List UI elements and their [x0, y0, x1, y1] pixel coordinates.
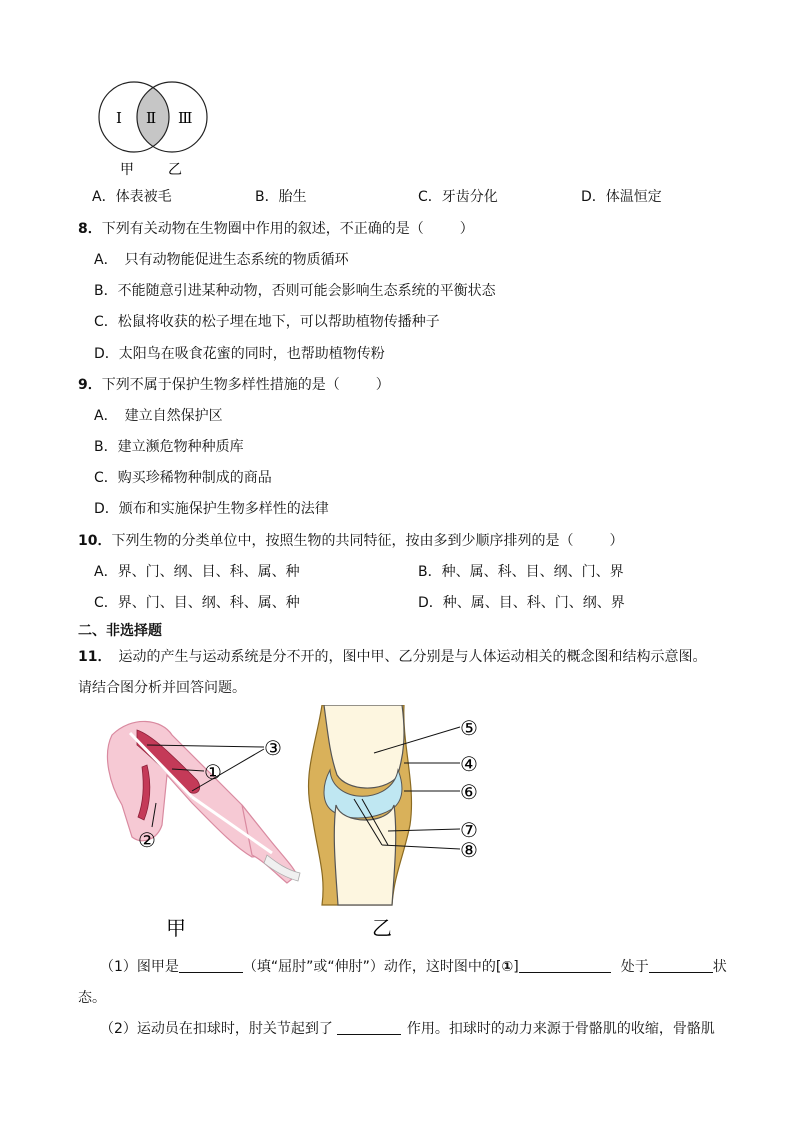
venn-caption-jia: 甲 [120, 162, 134, 178]
marker-6: ⑥ [460, 780, 478, 804]
q7-option-c: C．牙齿分化 [418, 189, 498, 205]
q11-sub1-text-c: ] [513, 959, 519, 975]
figure-jia-arm [107, 721, 300, 883]
marker-3: ③ [264, 736, 282, 760]
q11-sub1-blank-3[interactable] [649, 972, 713, 973]
q11-sub2-line1 [100, 1018, 715, 1038]
q11-stem-text: 运动的产生与运动系统是分不开的，图中甲、乙分别是与人体运动相关的概念图和结构示意图。 [104, 649, 707, 665]
marker-7: ⑦ [460, 818, 478, 842]
q11-sub2-blank-1[interactable] [337, 1034, 401, 1035]
q8-close-paren: ） [459, 221, 474, 237]
q11-sub1-blank-1[interactable] [179, 972, 243, 973]
marker-5: ⑤ [460, 716, 478, 740]
venn-label-3: Ⅲ [178, 109, 193, 127]
q8-option-b: B．不能随意引进某种动物，否则可能会影响生态系统的平衡状态 [94, 283, 496, 299]
q10-option-a: A．界、门、纲、目、科、属、种 [94, 564, 300, 580]
q10-option-c: C．界、门、目、纲、科、属、种 [94, 595, 300, 611]
q10-option-d: D．种、属、目、科、门、纲、界 [418, 595, 625, 611]
q11-sub1-marker: ① [501, 959, 514, 975]
q11-stem-line1 [78, 646, 706, 666]
q9-stem [78, 374, 390, 394]
q10-close-paren: ） [609, 533, 624, 549]
q11-sub1-text-d: 处于 [620, 959, 649, 975]
section-heading: 二、非选择题 [78, 623, 162, 639]
figure-yi-joint [309, 705, 478, 905]
figure-label-jia: 甲 [166, 916, 186, 940]
q8-number: 8． [78, 221, 102, 237]
q11-number: 11． [78, 649, 105, 665]
q8-option-d: D．太阳鸟在吸食花蜜的同时，也帮助植物传粉 [94, 346, 385, 362]
q8-stem [78, 218, 474, 238]
q11-sub1-line1 [100, 956, 727, 976]
q8-stem-text: 下列有关动物在生物圈中作用的叙述，不正确的是（ [101, 221, 424, 237]
q9-number: 9． [78, 377, 102, 393]
marker-1: ① [204, 760, 222, 784]
q7-option-a: A．体表被毛 [92, 189, 172, 205]
q11-stem-line2: 请结合图分析并回答问题。 [78, 680, 246, 696]
marker-8: ⑧ [460, 838, 478, 862]
q7-option-d: D．体温恒定 [581, 189, 662, 205]
marker-2: ② [138, 828, 156, 852]
q9-option-d: D．颁布和实施保护生物多样性的法律 [94, 501, 329, 517]
q9-option-b: B．建立濒危物种种质库 [94, 439, 244, 455]
q11-sub1-blank-2[interactable] [519, 972, 611, 973]
marker-4: ④ [460, 752, 478, 776]
q8-option-a: A． 只有动物能促进生态系统的物质循环 [94, 252, 349, 268]
q9-stem-text: 下列不属于保护生物多样性措施的是（ [101, 377, 340, 393]
arm-joint-figure [92, 705, 512, 945]
venn-label-2: Ⅱ [146, 109, 157, 127]
venn-diagram [92, 80, 214, 180]
q11-sub1-text-b: （填“屈肘”或“伸肘”）动作，这时图中的[ [242, 959, 502, 975]
q11-sub1-text-e: 状 [712, 959, 727, 975]
q11-sub2-text-b: 作用。扣球时的动力来源于骨骼肌的收缩，骨骼肌 [406, 1021, 715, 1037]
q9-close-paren: ） [375, 377, 390, 393]
q10-option-b: B．种、属、科、目、纲、门、界 [418, 564, 624, 580]
q11-sub1-text-a: （1）图甲是 [100, 959, 179, 975]
q8-option-c: C．松鼠将收获的松子埋在地下，可以帮助植物传播种子 [94, 314, 440, 330]
q9-option-a: A． 建立自然保护区 [94, 408, 223, 424]
venn-label-1: Ⅰ [116, 109, 122, 127]
q11-sub1-line2: 态。 [78, 990, 106, 1006]
q10-stem-text: 下列生物的分类单位中，按照生物的共同特征，按由多到少顺序排列的是（ [111, 533, 574, 549]
q10-stem [78, 530, 623, 550]
figure-label-yi: 乙 [372, 916, 392, 940]
q9-option-c: C．购买珍稀物种制成的商品 [94, 470, 272, 486]
venn-caption-yi: 乙 [168, 162, 182, 178]
q10-number: 10． [78, 533, 112, 549]
q7-option-b: B．胎生 [255, 189, 307, 205]
q11-sub2-text-a: （2）运动员在扣球时，肘关节起到了 [100, 1021, 333, 1037]
